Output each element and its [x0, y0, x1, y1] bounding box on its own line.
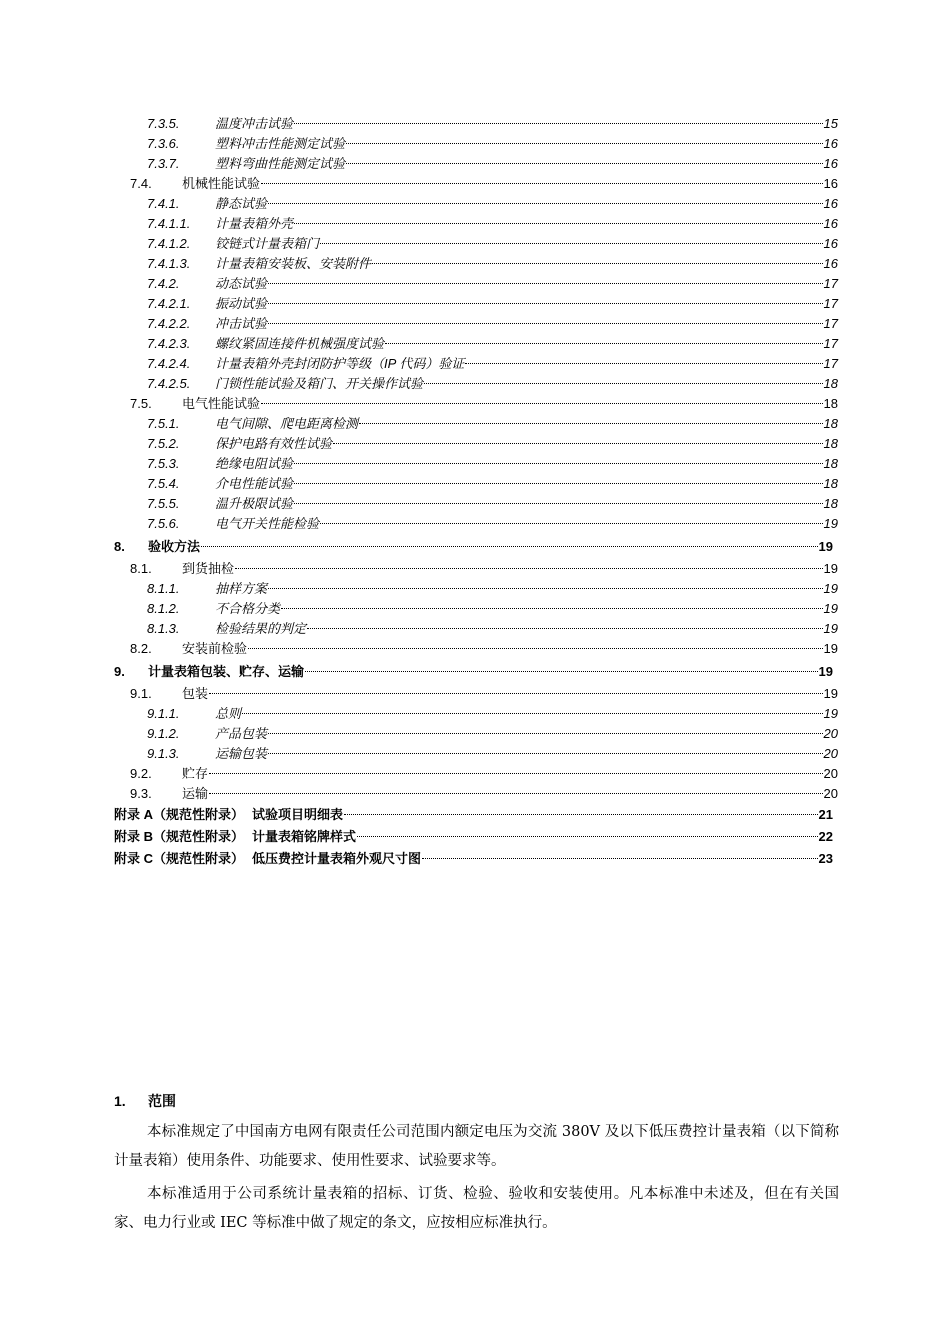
toc-entry-title: 验收方法 [148, 539, 201, 554]
toc-page-number: 16 [823, 156, 838, 171]
toc-entry[interactable] [0, 744, 950, 764]
toc-entry-title: 低压费控计量表箱外观尺寸图 [252, 851, 422, 866]
toc-entry[interactable] [0, 514, 950, 534]
toc-entry-number: 7.5.5. [147, 496, 180, 511]
toc-entry[interactable] [0, 848, 950, 870]
toc-entry-number: 7.3.7. [147, 156, 180, 171]
toc-entry[interactable] [0, 434, 950, 454]
toc-entry-title: 塑料冲击性能测定试验 [215, 136, 346, 151]
toc-entry-title: 振动试验 [215, 296, 268, 311]
toc-dot-leader [294, 483, 823, 484]
toc-entry-title: 包装 [182, 686, 209, 701]
toc-page-number: 16 [823, 216, 838, 231]
table-of-contents [0, 114, 950, 870]
toc-dot-leader [209, 793, 823, 794]
toc-entry[interactable] [0, 559, 950, 579]
toc-entry-title: 电气开关性能检验 [215, 516, 320, 531]
toc-dot-leader [268, 303, 823, 304]
toc-entry-title: 计量表箱铭牌样式 [252, 829, 357, 844]
toc-entry-title: 机械性能试验 [182, 176, 261, 191]
toc-entry[interactable] [0, 579, 950, 599]
toc-entry-number: 9.1.1. [147, 706, 180, 721]
toc-entry-number: 7.3.5. [147, 116, 180, 131]
toc-dot-leader [320, 523, 823, 524]
toc-entry-number: 9.1.2. [147, 726, 180, 741]
toc-dot-leader [385, 343, 823, 344]
toc-dot-leader [268, 753, 823, 754]
toc-entry-title: 运输 [182, 786, 209, 801]
toc-entry-title: 试验项目明细表 [252, 807, 344, 822]
toc-entry-number: 8.1.3. [147, 621, 180, 636]
toc-page-number: 15 [823, 116, 838, 131]
toc-entry-title: 总则 [215, 706, 242, 721]
toc-entry[interactable] [0, 114, 950, 134]
toc-dot-leader [281, 608, 823, 609]
toc-page-number: 19 [823, 601, 838, 616]
toc-entry-title: 计量表箱外壳 [215, 216, 294, 231]
toc-page-number: 19 [823, 516, 838, 531]
toc-dot-leader [422, 858, 818, 859]
toc-dot-leader [320, 243, 823, 244]
toc-entry-number: 7.4.2.4. [147, 356, 191, 371]
toc-entry[interactable] [0, 764, 950, 784]
toc-entry-number: 7.5.4. [147, 476, 180, 491]
toc-entry-title: 动态试验 [215, 276, 268, 291]
toc-entry-title: 温度冲击试验 [215, 116, 294, 131]
toc-entry-number: 7.4.2.2. [147, 316, 191, 331]
toc-page-number: 18 [823, 436, 838, 451]
toc-dot-leader [268, 733, 823, 734]
toc-entry[interactable] [0, 804, 950, 826]
toc-dot-leader [235, 568, 823, 569]
toc-dot-leader [209, 773, 823, 774]
toc-entry-number: 7.5.3. [147, 456, 180, 471]
toc-entry-number: 8.2. [130, 641, 152, 656]
toc-entry[interactable] [0, 414, 950, 434]
toc-entry-number: 7.5.1. [147, 416, 180, 431]
toc-entry-title: 温升极限试验 [215, 496, 294, 511]
toc-entry-title: 不合格分类 [215, 601, 281, 616]
toc-entry[interactable] [0, 394, 950, 414]
toc-entry[interactable] [0, 784, 950, 804]
toc-dot-leader [346, 163, 823, 164]
toc-dot-leader [424, 383, 823, 384]
toc-entry-number: 附录 C（规范性附录） [114, 851, 245, 866]
section-scope [114, 1088, 839, 1238]
toc-page-number: 16 [823, 176, 838, 191]
paragraph: 本标准规定了中国南方电网有限责任公司范围内额定电压为交流 380V 及以下低压费控计量表箱（以下简称计量表箱）使用条件、功能要求、使用性要求、试验要求等。 [114, 1124, 839, 1169]
toc-dot-leader [268, 203, 823, 204]
toc-entry-title: 铰链式计量表箱门 [215, 236, 320, 251]
toc-dot-leader [294, 463, 823, 464]
toc-entry-title: 电气性能试验 [182, 396, 261, 411]
toc-page-number: 22 [818, 829, 833, 844]
toc-entry-number: 7.4.2.3. [147, 336, 191, 351]
toc-entry[interactable] [0, 234, 950, 254]
toc-entry-title: 塑料弯曲性能测定试验 [215, 156, 346, 171]
toc-page-number: 17 [823, 276, 838, 291]
toc-page-number: 16 [823, 236, 838, 251]
toc-entry[interactable] [0, 354, 950, 374]
toc-entry[interactable] [0, 374, 950, 394]
toc-entry-title: 运输包装 [215, 746, 268, 761]
toc-entry-number: 7.4.1. [147, 196, 180, 211]
toc-dot-leader [242, 713, 823, 714]
toc-entry-number: 7.5.6. [147, 516, 180, 531]
toc-page-number: 19 [823, 686, 838, 701]
toc-entry[interactable] [0, 194, 950, 214]
toc-entry[interactable] [0, 599, 950, 619]
toc-entry-number: 9.2. [130, 766, 152, 781]
toc-dot-leader [372, 263, 823, 264]
toc-entry-number: 8.1.2. [147, 601, 180, 616]
toc-dot-leader [333, 443, 823, 444]
toc-entry[interactable] [0, 619, 950, 639]
toc-entry[interactable] [0, 826, 950, 848]
toc-page-number: 19 [823, 581, 838, 596]
toc-entry-title: 绝缘电阻试验 [215, 456, 294, 471]
toc-page-number: 17 [823, 296, 838, 311]
section-number: 1. [114, 1093, 126, 1109]
toc-page-number: 20 [823, 786, 838, 801]
toc-entry-number: 7.5. [130, 396, 152, 411]
toc-page-number: 23 [818, 851, 833, 866]
toc-page-number: 16 [823, 196, 838, 211]
toc-dot-leader [294, 223, 823, 224]
toc-entry[interactable] [0, 294, 950, 314]
toc-page-number: 21 [818, 807, 833, 822]
toc-entry-number: 7.4.2.1. [147, 296, 191, 311]
toc-entry-title: 螺纹紧固连接件机械强度试验 [215, 336, 385, 351]
section-title: 范围 [148, 1093, 176, 1109]
toc-dot-leader [248, 648, 823, 649]
toc-entry[interactable] [0, 154, 950, 174]
toc-dot-leader [305, 671, 818, 672]
toc-entry-title: 冲击试验 [215, 316, 268, 331]
toc-entry-number: 8.1. [130, 561, 152, 576]
toc-entry-title: 贮存 [182, 766, 209, 781]
toc-entry-title: 抽样方案 [215, 581, 268, 596]
toc-page-number: 18 [823, 476, 838, 491]
toc-entry-title: 静态试验 [215, 196, 268, 211]
toc-dot-leader [359, 423, 823, 424]
toc-entry-number: 7.4.1.1. [147, 216, 191, 231]
toc-dot-leader [307, 628, 823, 629]
toc-dot-leader [346, 143, 823, 144]
toc-page-number: 18 [823, 376, 838, 391]
toc-page-number: 18 [823, 496, 838, 511]
toc-entry-number: 7.4.1.3. [147, 256, 191, 271]
toc-dot-leader [268, 588, 823, 589]
toc-entry-number: 8.1.1. [147, 581, 180, 596]
toc-page-number: 16 [823, 256, 838, 271]
toc-entry-title: 介电性能试验 [215, 476, 294, 491]
toc-page-number: 16 [823, 136, 838, 151]
toc-page-number: 19 [818, 664, 833, 679]
toc-entry[interactable] [0, 474, 950, 494]
toc-entry-number: 附录 A（规范性附录） [114, 807, 245, 822]
toc-entry-title: 到货抽检 [182, 561, 235, 576]
toc-page-number: 18 [823, 456, 838, 471]
toc-entry[interactable] [0, 704, 950, 724]
toc-entry[interactable] [0, 214, 950, 234]
toc-entry-number: 9.1. [130, 686, 152, 701]
toc-page-number: 19 [823, 561, 838, 576]
toc-entry[interactable] [0, 134, 950, 154]
toc-page-number: 18 [823, 396, 838, 411]
toc-dot-leader [357, 836, 818, 837]
toc-dot-leader [294, 503, 823, 504]
toc-entry-title: 门锁性能试验及箱门、开关操作试验 [215, 376, 424, 391]
section-heading [114, 1088, 839, 1114]
toc-entry[interactable] [0, 314, 950, 334]
toc-dot-leader [261, 183, 823, 184]
toc-entry-number: 8. [114, 539, 125, 554]
toc-dot-leader [261, 403, 823, 404]
toc-dot-leader [209, 693, 823, 694]
toc-page-number: 19 [823, 641, 838, 656]
toc-entry[interactable] [0, 724, 950, 744]
toc-entry[interactable] [0, 639, 950, 659]
toc-entry-title: 计量表箱外壳封闭防护等级（IP 代码）验证 [215, 356, 465, 371]
toc-entry-number: 9.1.3. [147, 746, 180, 761]
toc-page-number: 20 [823, 746, 838, 761]
toc-entry-number: 7.4.2. [147, 276, 180, 291]
toc-page-number: 20 [823, 726, 838, 741]
toc-entry-number: 7.4.1.2. [147, 236, 191, 251]
toc-entry-number: 7.5.2. [147, 436, 180, 451]
toc-dot-leader [465, 363, 822, 364]
toc-entry-number: 9.3. [130, 786, 152, 801]
toc-entry-title: 计量表箱包装、贮存、运输 [148, 664, 305, 679]
paragraph: 本标准适用于公司系统计量表箱的招标、订货、检验、验收和安装使用。凡本标准中未述及，但在有关国家、电力行业或 IEC 等标准中做了规定的条文，应按相应标准执行。 [114, 1186, 839, 1231]
toc-entry[interactable] [0, 659, 950, 684]
toc-entry-number: 9. [114, 664, 125, 679]
toc-entry[interactable] [0, 684, 950, 704]
toc-entry-number: 7.4. [130, 176, 152, 191]
toc-page-number: 20 [823, 766, 838, 781]
toc-page-number: 19 [823, 706, 838, 721]
toc-page-number: 17 [823, 336, 838, 351]
toc-dot-leader [294, 123, 823, 124]
toc-entry-number: 7.4.2.5. [147, 376, 191, 391]
toc-page-number: 17 [823, 356, 838, 371]
toc-entry-title: 产品包装 [215, 726, 268, 741]
toc-dot-leader [268, 283, 823, 284]
toc-dot-leader [201, 546, 818, 547]
toc-entry[interactable] [0, 454, 950, 474]
toc-entry[interactable] [0, 174, 950, 194]
toc-dot-leader [268, 323, 823, 324]
toc-entry-title: 安装前检验 [182, 641, 248, 656]
toc-entry-title: 计量表箱安装板、安装附件 [215, 256, 372, 271]
toc-page-number: 19 [818, 539, 833, 554]
toc-entry[interactable] [0, 334, 950, 354]
toc-entry-number: 附录 B（规范性附录） [114, 829, 245, 844]
toc-entry[interactable] [0, 494, 950, 514]
toc-page-number: 18 [823, 416, 838, 431]
toc-entry-title: 电气间隙、爬电距离检测 [215, 416, 359, 431]
toc-entry[interactable] [0, 274, 950, 294]
toc-entry-number: 7.3.6. [147, 136, 180, 151]
toc-entry[interactable] [0, 254, 950, 274]
toc-page-number: 19 [823, 621, 838, 636]
toc-dot-leader [344, 814, 818, 815]
toc-entry-title: 保护电路有效性试验 [215, 436, 333, 451]
toc-page-number: 17 [823, 316, 838, 331]
toc-entry-title: 检验结果的判定 [215, 621, 307, 636]
toc-entry[interactable] [0, 534, 950, 559]
